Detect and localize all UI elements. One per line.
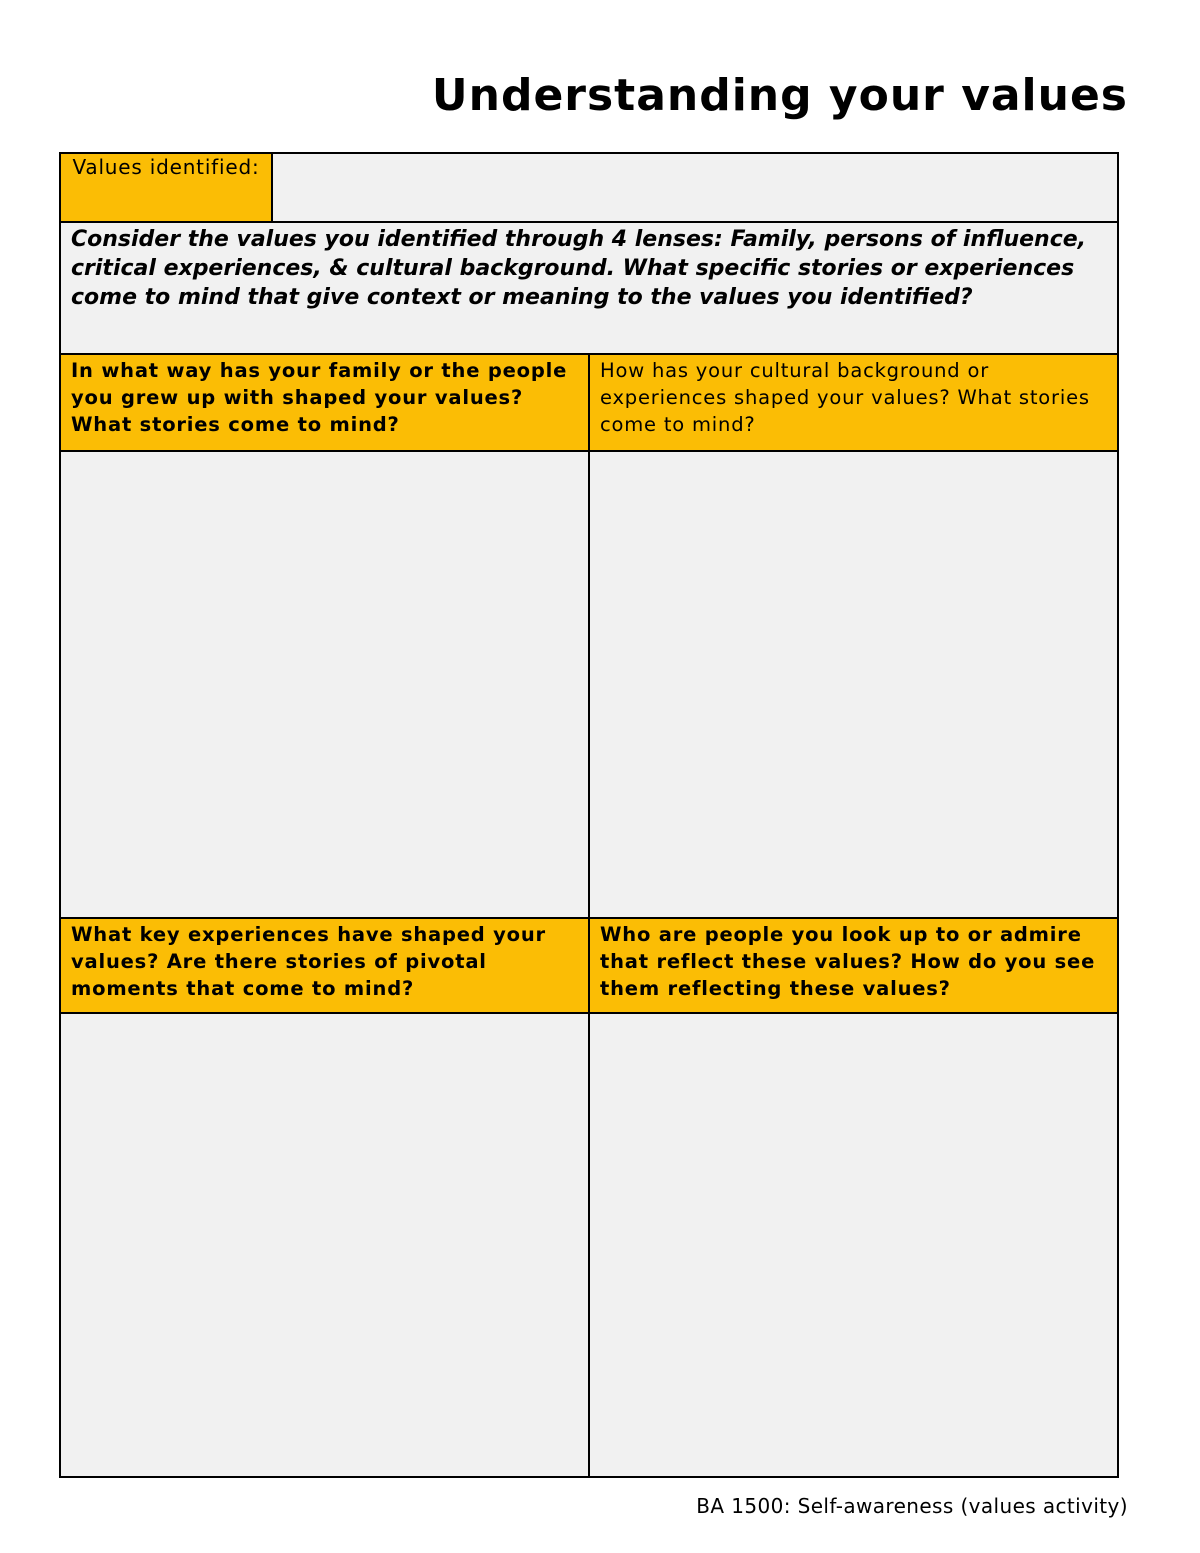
cultural-background-answer-area[interactable] bbox=[590, 452, 1117, 917]
values-worksheet bbox=[59, 152, 1119, 1478]
family-question: In what way has your family or the people you grew up with shaped your values? What stories come to mind? bbox=[61, 355, 590, 452]
instructions-text: Consider the values you identified through 4 lenses: Family, persons of influence, critical experiences, & cultural background. What specific stories or experiences come to mind that give context or meaning to the values you identified? bbox=[61, 223, 1117, 355]
values-identified-field[interactable] bbox=[273, 154, 1117, 223]
key-experiences-answer-area[interactable] bbox=[61, 1014, 590, 1476]
values-identified-label: Values identified: bbox=[61, 154, 273, 223]
admired-people-answer-area[interactable] bbox=[590, 1014, 1117, 1476]
cultural-background-question: How has your cultural background or experiences shaped your values? What stories come to mind? bbox=[590, 355, 1117, 452]
key-experiences-question: What key experiences have shaped your values? Are there stories of pivotal moments that come to mind? bbox=[61, 917, 590, 1014]
family-answer-area[interactable] bbox=[61, 452, 590, 917]
admired-people-question: Who are people you look up to or admire that reflect these values? How do you see them reflecting these values? bbox=[590, 917, 1117, 1014]
footer-course-label: BA 1500: Self-awareness (values activity) bbox=[696, 1494, 1128, 1518]
page-title: Understanding your values bbox=[431, 70, 1128, 121]
